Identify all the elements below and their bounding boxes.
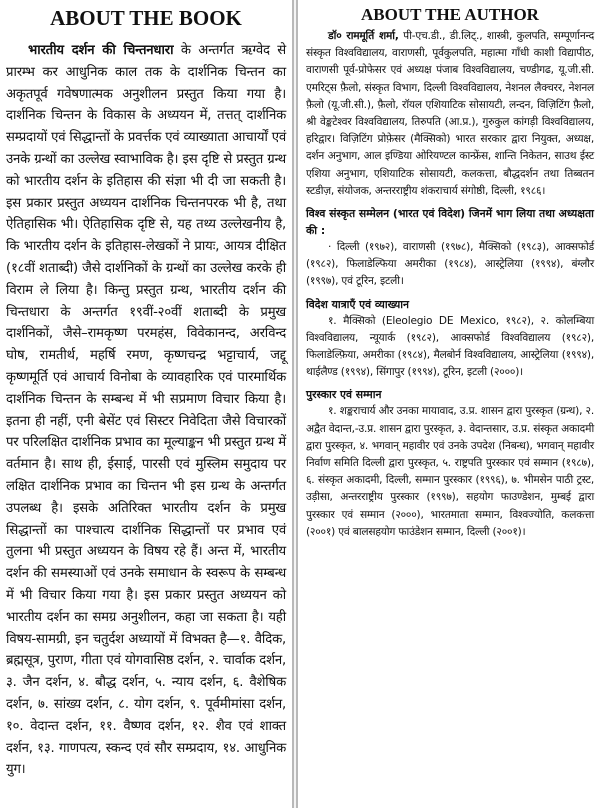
- book-title-bold: भारतीय दर्शन की चिन्तनधारा: [28, 43, 174, 58]
- about-author-column: [300, 0, 600, 541]
- section-title-conferences: विश्व संस्कृत सम्मेलन (भारत एवं विदेश) जिनमें भाग लिया तथा अध्यक्षता की :: [306, 207, 594, 238]
- about-book-text: [6, 40, 286, 781]
- about-author-heading: ABOUT THE AUTHOR: [361, 5, 539, 24]
- author-bio-text: पी-एच.डी., डी.लिट्., शास्त्री, कुलपति, सम्पूर्णानन्द संस्कृत विश्वविद्यालय, वाराणसी, पूर्वकुलपति, महात्मा गाँधी काशी विद्यापीठ, वाराणसी पूर्व-प्रोफेसर एवं अध्यक्ष पंजाब विश्वविद्यालय, चण्डीगढ, यू.जी.सी. एमरिट्स फ़ैलो, संस्कृत विभाग, दिल्ली विश्वविद्यालय, नेशनल लैक्चरर, नेशनल फ़ैलो (यू.जी.सी.), फ़ैलो, रॉयल एशियाटिक सोसायटी, लन्दन, विज़िटिंग फ़ैलो, श्री वेङ्कटेश्वर विश्वविद्यालय, तिरुपति (आ.प्र.), गुरुकुल कांगड़ी विश्वविद्यालय, हरिद्वार। विज़िटिंग प्रोफ़ेसर (मैक्सिको) भारत सरकार द्वारा नियुक्त, अध्यक्ष, दर्शन अनुभाग, आल इण्डिया ओरियण्टल कान्फ्रेंस, शान्ति निकेतन, साउथ ईस्ट एशिया अनुभाग, एशियाटिक सोसायटी, कलकत्ता, बौद्धदर्शन तथा तिब्बतन स्टडीज़, संयोजक, अन्तरराष्ट्रीय शंकराचार्य संगोष्ठी, दिल्ली, १९८६।: [306, 30, 594, 197]
- section-text-travels: १. मैक्सिको (Eleolegio DE Mexico, १९८२), २. कोलम्बिया विश्वविद्यालय, न्यूयार्क (१९८२), आक्सफोर्ड विश्वविद्यालय (१९८२), फिलाडेल्फ़िया, अमरीका (१९८४), मैलबोर्न विश्वविद्यालय, आस्ट्रेलिया (१९९४), थाईलैण्ड (१९९४), सिंगापुर (१९९४), टूरिन, इटली (२०००)।: [306, 314, 594, 379]
- author-name: डॉ० राममूर्ति शर्मा,: [328, 30, 399, 42]
- column-divider: [292, 0, 298, 808]
- section-title-travels: विदेश यात्राएँ एवं व्याख्यान: [306, 297, 410, 311]
- author-bio: [306, 28, 594, 200]
- section-title-awards: पुरस्कार एवं सम्मान: [306, 388, 382, 402]
- about-book-heading: ABOUT THE BOOK: [50, 6, 242, 30]
- section-text-conferences: · दिल्ली (१९७२), वाराणसी (१९७८), मैक्सिको (१९८३), आक्सफोर्ड (१९८२), फिलाडेल्फिया अमरीका (१९८४), आस्ट्रेलिया (१९९४), बंग्लौर (१९९७), एवं टूरिन, इटली।: [306, 241, 594, 288]
- about-book-body: के अन्तर्गत ऋग्वेद से प्रारम्भ कर आधुनिक काल तक के दार्शनिक चिन्तन का अकृतपूर्व गवेषणात्मक अनुशीलन प्रस्तुत किया गया है। दार्शनिक चिन्तन के विकास के अध्ययन में, तत्तत् दार्शनिक सम्प्रदायों एवं सिद्धान्तों के प्रवर्त्तक एवं व्याख्याता आचार्यों एवं उनके ग्रन्थों का उल्लेख स्वाभाविक है। इस दृष्टि से प्रस्तुत ग्रन्थ को भारतीय दर्शन के इतिहास की संज्ञा भी दी जा सकती है। इस प्रकार प्रस्तुत अध्ययन दार्शनिक चिन्तनपरक भी है, तथा ऐतिहासिक भी। ऐतिहासिक दृष्टि से, यह तथ्य उल्लेखनीय है, कि भारतीय दर्शन के इतिहास-लेखकों ने प्रायः, आयत्र दीक्षित (१८वीं शताब्दी) जैसे दार्शनिकों के ग्रन्थों का उल्लेख करके ही विराम ले लिया है। किन्तु प्रस्तुत ग्रन्थ, भारतीय दर्शन की चिन्तधारा के अन्तर्गत १९वीं-२०वीं शताब्दी के प्रमुख दार्शनिकों, जैसे–रामकृष्ण परमहंस, विवेकानन्द, अरविन्द घोष, रामतीर्थ, महर्षि रमण, कृष्णचन्द्र भट्टाचार्य, जद्दू कृष्णमूर्ति एवं आचार्य विनोबा के व्यावहारिक एवं पारमार्थिक दार्शनिक चिन्तन के सम्बन्ध में भी सप्रमाण विचार किया है। इतना ही नहीं, एनी बेसेंट एवं सिस्टर निवेदिता जैसे विचारकों पर परिलक्षित दार्शनिक प्रभाव का मूल्याङ्कन भी प्रस्तुत ग्रन्थ में वर्तमान है। साथ ही, ईसाई, पारसी एवं मुस्लिम समुदाय पर लक्षित दार्शनिक प्रभाव का चिन्तन भी इस ग्रन्थ के अन्तर्गत उपलब्ध है। इसके अतिरिक्त भारतीय दर्शन के प्रमुख सिद्धान्तों का पाश्चात्य दार्शनिक सिद्धान्तों पर प्रभाव एवं तुलना भी प्रस्तुत अध्ययन के विषय रहे हैं। अन्त में, भारतीय दर्शन की समस्याओं एवं उनके समाधान के स्वरूप के सम्बन्ध में भी विचार किया गया है। इस प्रकार प्रस्तुत अध्ययन को भारतीय दर्शन का समग्र अनुशीलन, कहा जा सकता है। यही विषय-सामग्री, इन चतुर्दश अध्यायों में विभक्त है—१. वैदिक, ब्रह्मसूत्र, पुराण, गीता एवं योगवासिष्ठ दर्शन, २. चार्वाक दर्शन, ३. जैन दर्शन, ४. बौद्ध दर्शन, ५. न्याय दर्शन, ६. वैशेषिक दर्शन, ७. सांख्य दर्शन, ८. योग दर्शन, ९. पूर्वमीमांसा दर्शन, १०. वेदान्त दर्शन, ११. वैष्णव दर्शन, १२. शैव एवं शाक्त दर्शन, १३. गाणपत्य, स्कन्द एवं सौर सम्प्रदाय, १४. आधुनिक युग।: [6, 43, 286, 778]
- about-book-column: [0, 0, 292, 781]
- section-text-awards: १. शङ्कराचार्य और उनका मायावाद, उ.प्र. शासन द्वारा पुरस्कृत (ग्रन्थ), २. अद्वैत वेदान्त,-उ.प्र. शासन द्वारा पुरस्कृत, ३. वेदान्तसार, उ.प्र. संस्कृत अकादमी द्वारा पुरस्कृत, ४. भगवान् महावीर एवं उनके उपदेश (निबन्ध), भगवान् महावीर निर्वाण समिति दिल्ली द्वारा पुरस्कृत, ५. राष्ट्रपति पुरस्कार एवं सम्मान (१९८७), ६. संस्कृत अकादमी, दिल्ली, सम्मान पुरस्कार (१९९६), ७. भीमसेन पाठी ट्रस्ट, उड़ीसा, अन्तरराष्ट्रीय पुरस्कार (१९९७), सहयोग फाउण्डेशन, मुम्बई द्वारा पुरस्कार एवं सम्मान (२०००), भारतमाता सम्मान, विश्वज्योति, कलकत्ता (२००१) एवं बालसहयोग फाउंडेशन सम्मान, दिल्ली (२००१)।: [306, 405, 594, 538]
